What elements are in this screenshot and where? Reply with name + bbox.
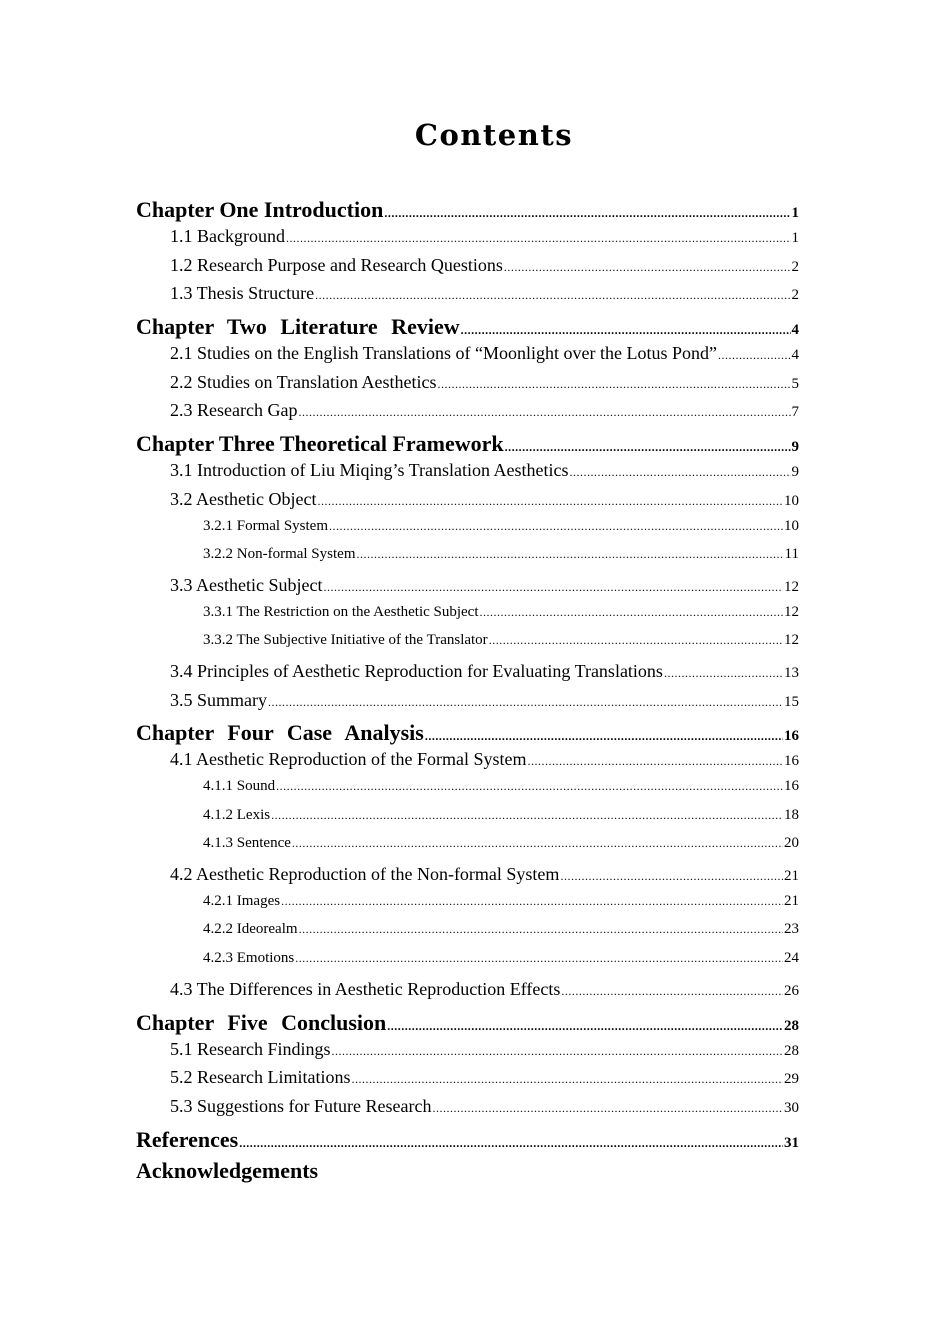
toc-entry-label: 2.2 Studies on Translation Aesthetics [170,371,437,392]
dot-leader [268,695,783,710]
dot-leader [718,348,791,363]
dot-leader [527,754,783,769]
toc-section-entry[interactable] [136,255,799,284]
toc-entry-label: 3.2.2 Non-formal System [203,546,356,563]
toc-section-entry[interactable] [136,283,799,312]
toc-entry-label: 4.1 Aesthetic Reproduction of the Formal System [170,749,527,770]
dot-leader [489,633,783,648]
toc-page-number: 1 [791,205,799,221]
toc-page-number: 28 [784,1042,799,1059]
toc-entry-label: 2.3 Research Gap [170,400,298,421]
toc-chapter-entry[interactable] [136,429,799,460]
toc-entry-label: Chapter Five Conclusion [136,1009,387,1035]
toc-page-number: 10 [784,492,799,509]
toc-entry-label: 3.2 Aesthetic Object [170,488,317,509]
toc-subsection-entry[interactable] [136,950,799,979]
toc-section-entry[interactable] [136,575,799,604]
dot-leader [480,605,783,620]
dot-leader [276,779,783,794]
toc-entry-label: 2.1 Studies on the English Translations of “Moonlight over the Lotus Pond” [170,343,717,364]
dot-leader [432,1101,783,1116]
dot-leader [560,869,783,884]
toc-page-number: 4 [791,347,799,364]
dot-leader [387,1019,783,1034]
toc-page-number: 9 [791,439,799,456]
toc-page-number: 12 [784,603,799,620]
toc-subsection-entry[interactable] [136,893,799,922]
dot-leader [356,547,783,562]
toc-entry-label: 5.1 Research Findings [170,1038,331,1059]
toc-section-entry[interactable] [136,400,799,429]
toc-entry-label: 4.1.1 Sound [203,778,276,794]
toc-section-entry[interactable] [136,460,799,489]
dot-leader [299,922,783,937]
dot-leader [461,323,791,338]
toc-page-number: 26 [784,982,799,999]
toc-section-entry[interactable] [136,372,799,401]
toc-section-entry[interactable] [136,1067,799,1096]
dot-leader [331,1044,783,1059]
toc-page-number: 30 [784,1099,799,1116]
toc-entry-label: 4.2.2 Ideorealm [203,921,298,938]
toc-page-number: 20 [784,835,799,852]
toc-subsection-entry[interactable] [136,604,799,633]
toc-page-number: 13 [784,664,799,681]
dot-leader [315,288,790,303]
toc-page-number: 16 [784,728,799,745]
dot-leader [329,519,783,534]
toc-entry-label: Chapter Two Literature Review [136,314,460,340]
toc-section-entry[interactable] [136,226,799,255]
toc-entry-label: Chapter Four Case Analysis [136,720,424,746]
toc-section-entry[interactable] [136,749,799,778]
dot-leader [664,666,783,681]
toc-section-entry[interactable] [136,343,799,372]
table-of-contents [136,195,799,1187]
toc-subsection-entry[interactable] [136,546,799,575]
page-title: Contents [414,118,574,152]
dot-leader [504,260,791,275]
toc-entry-label: 4.2.1 Images [203,892,281,909]
toc-entry-label: Chapter Three Theoretical Framework [136,431,504,457]
toc-entry-label: 5.2 Research Limitations [170,1067,351,1088]
toc-entry-label: 4.1.3 Sentence [203,835,291,852]
toc-section-entry[interactable] [136,1039,799,1068]
toc-page-number: 11 [784,546,799,563]
toc-page-number: 4 [791,322,799,339]
toc-entry-label: References [136,1126,239,1152]
toc-page-number: 21 [784,892,799,909]
dot-leader [505,440,791,455]
dot-leader [561,984,783,999]
dot-leader [425,729,783,744]
toc-page-number: 10 [784,517,799,534]
toc-page-number: 12 [784,578,799,595]
dot-leader [351,1072,783,1087]
toc-subsection-entry[interactable] [136,807,799,836]
toc-entry-label: 3.1 Introduction of Liu Miqing’s Translation Aesthetics [170,460,569,481]
toc-page-number: 5 [791,375,799,392]
toc-page-number: 9 [791,464,799,481]
dot-leader [438,377,791,392]
toc-page-number: 12 [784,632,799,649]
toc-entry-label: 4.2 Aesthetic Reproduction of the Non-formal System [170,864,560,885]
toc-section-entry[interactable] [136,661,799,690]
toc-entry-label: 3.3.2 The Subjective Initiative of the Translator [203,632,488,649]
dot-leader [239,1136,783,1151]
dot-leader [281,894,783,909]
toc-section-entry[interactable] [136,489,799,518]
toc-page-number: 23 [784,921,799,938]
toc-section-entry[interactable] [136,690,799,719]
toc-page-number: 2 [791,287,799,304]
toc-entry-label: Chapter One Introduction [136,197,384,222]
toc-section-entry[interactable] [136,1096,799,1125]
toc-entry-label: Acknowledgements [136,1157,319,1183]
toc-page-number: 16 [784,778,799,794]
toc-entry-label: 3.5 Summary [170,689,267,710]
dot-leader [384,206,790,221]
toc-entry-label: 1.2 Research Purpose and Research Questions [170,254,503,275]
toc-subsection-entry[interactable] [136,632,799,661]
toc-entry-label: 3.4 Principles of Aesthetic Reproduction for Evaluating Translations [170,660,663,681]
toc-section-entry[interactable] [136,979,799,1008]
toc-entry-label: 3.3 Aesthetic Subject [170,574,323,595]
toc-entry-label: 1.3 Thesis Structure [170,283,315,304]
toc-chapter-entry[interactable] [136,195,799,226]
toc-chapter-entry[interactable] [136,718,799,749]
toc-entry-label: 3.3.1 The Restriction on the Aesthetic Subject [203,603,479,620]
toc-page-number: 24 [784,950,799,967]
dot-leader [271,808,783,823]
toc-page-number: 31 [784,1134,799,1151]
toc-entry-label: 3.2.1 Formal System [203,517,329,534]
dot-leader [570,465,791,480]
toc-page-number: 1 [791,230,799,246]
toc-chapter-entry[interactable] [136,312,799,343]
toc-subsection-entry[interactable] [136,835,799,864]
dot-leader [317,494,783,509]
toc-entry-label: 5.3 Suggestions for Future Research [170,1095,432,1116]
toc-entry-label: 1.1 Background [170,226,285,246]
toc-page-number: 16 [784,753,799,770]
toc-entry-label: 4.2.3 Emotions [203,950,295,967]
toc-page-number: 21 [784,868,799,885]
toc-page-number: 18 [784,806,799,823]
toc-subsection-entry[interactable] [136,921,799,950]
toc-page-number: 28 [784,1017,799,1034]
toc-page-number: 2 [791,258,799,275]
toc-subsection-entry[interactable] [136,778,799,807]
toc-entry-label: 4.1.2 Lexis [203,806,271,823]
dot-leader [292,836,783,851]
dot-leader [286,231,791,246]
toc-subsection-entry[interactable] [136,518,799,547]
toc-page-number: 7 [791,404,799,421]
dot-leader [295,951,783,966]
toc-page-number: 15 [784,693,799,710]
toc-chapter-entry[interactable] [136,1125,799,1156]
toc-entry-label: 4.3 The Differences in Aesthetic Reproduction Effects [170,978,561,999]
toc-section-entry[interactable] [136,864,799,893]
toc-chapter-entry[interactable] [136,1156,799,1187]
dot-leader [298,405,790,420]
toc-chapter-entry[interactable] [136,1008,799,1039]
dot-leader [323,580,783,595]
toc-page-number: 29 [784,1071,799,1088]
